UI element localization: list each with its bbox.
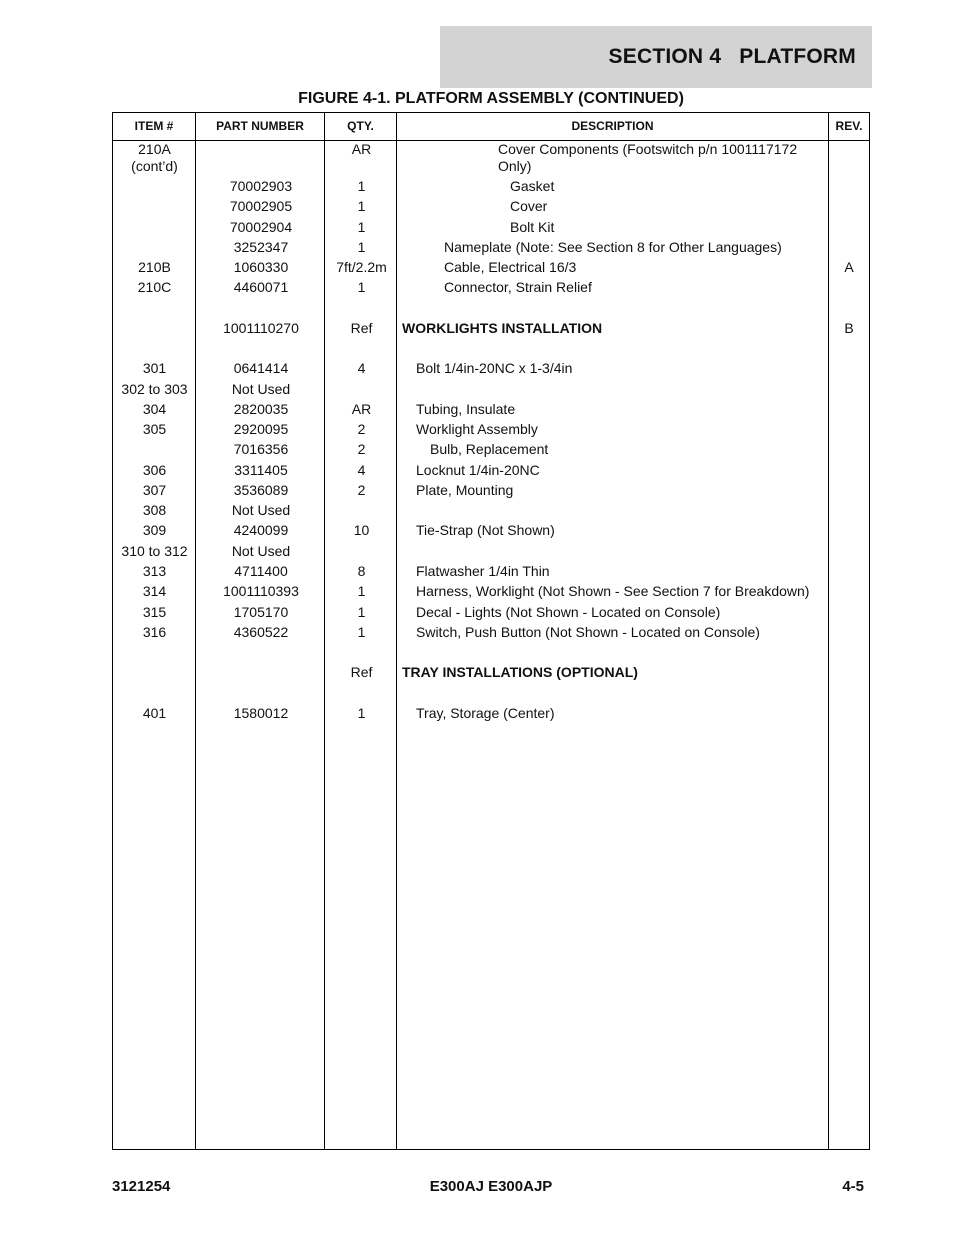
cell-item: 304 (142, 401, 167, 417)
cell-part: 2920095 (233, 421, 289, 437)
cell-part: 70002903 (229, 178, 293, 194)
cell-part: 0641414 (233, 360, 289, 376)
cell-item: 309 (142, 522, 167, 538)
column-header-part-number: PART NUMBER (216, 119, 304, 133)
cell-part: 1001110270 (223, 320, 299, 336)
cell-part: Not Used (231, 502, 291, 518)
cell-desc: Cover Components (Footswitch p/n 1001117172 Only) (498, 141, 798, 174)
cell-item: 305 (142, 421, 167, 437)
cell-qty: 2 (357, 421, 366, 437)
cell-desc: Worklight Assembly (416, 421, 538, 437)
cell-qty: 7ft/2.2m (336, 259, 387, 275)
cell-desc: Decal - Lights (Not Shown - Located on Console) (416, 604, 721, 620)
cell-desc: Tray, Storage (Center) (416, 705, 555, 721)
cell-qty: 1 (357, 705, 366, 721)
cell-desc: Plate, Mounting (416, 482, 514, 498)
cell-part: 2820035 (233, 401, 289, 417)
cell-item: 401 (142, 705, 167, 721)
cell-item: 301 (142, 360, 167, 376)
cell-qty: 2 (357, 482, 366, 498)
column-header-item: ITEM # (134, 119, 174, 133)
cell-item: 210B (138, 259, 171, 275)
cell-part: 7016356 (233, 441, 289, 457)
footer-page-number: 4-5 (842, 1178, 864, 1195)
cell-item: 306 (142, 462, 167, 478)
cell-qty: 1 (357, 239, 366, 255)
section-header (440, 26, 872, 88)
cell-qty: AR (351, 401, 372, 417)
cell-qty: 10 (353, 522, 370, 538)
cell-item: 313 (142, 563, 167, 579)
cell-qty: Ref (350, 664, 373, 680)
cell-desc: Harness, Worklight (Not Shown - See Section 7 for Breakdown) (416, 583, 810, 599)
cell-part: Not Used (231, 543, 291, 559)
cell-desc: Tubing, Insulate (416, 401, 516, 417)
figure-title: FIGURE 4-1. PLATFORM ASSEMBLY (CONTINUED) (298, 90, 684, 107)
cell-item: 314 (142, 583, 167, 599)
cell-qty: 4 (357, 462, 366, 478)
cell-desc: Cover (510, 198, 548, 214)
cell-part: 3311405 (234, 462, 288, 478)
cell-part: 4711400 (234, 563, 288, 579)
cell-rev: A (844, 259, 854, 275)
cell-desc: Bolt Kit (510, 219, 555, 235)
cell-item: 210C (137, 279, 172, 295)
cell-part: 4360522 (233, 624, 289, 640)
cell-desc: Flatwasher 1/4in Thin (416, 563, 550, 579)
section-title: SECTION 4 PLATFORM (608, 45, 856, 68)
column-header-qty: QTY. (347, 119, 374, 133)
cell-desc: TRAY INSTALLATIONS (OPTIONAL) (402, 664, 638, 680)
column-header-description: DESCRIPTION (571, 119, 654, 133)
cell-part: 1001110393 (223, 583, 299, 599)
cell-desc: WORKLIGHTS INSTALLATION (402, 320, 603, 336)
cell-desc: Connector, Strain Relief (444, 279, 592, 295)
footer-model: E300AJ E300AJP (429, 1178, 553, 1195)
cell-qty: 1 (357, 583, 366, 599)
cell-part: 1060330 (233, 259, 289, 275)
cell-item: 310 to 312 (121, 543, 188, 559)
cell-qty: 4 (357, 360, 366, 376)
cell-qty: 8 (357, 563, 366, 579)
cell-qty: 1 (357, 198, 366, 214)
cell-qty: 1 (357, 279, 366, 295)
cell-qty: AR (351, 141, 372, 157)
cell-part: 4240099 (233, 522, 289, 538)
cell-qty: Ref (350, 320, 373, 336)
cell-desc: Locknut 1/4in-20NC (416, 462, 540, 478)
cell-part: Not Used (231, 381, 291, 397)
cell-desc: Bolt 1/4in-20NC x 1-3/4in (416, 360, 573, 376)
cell-qty: 1 (357, 624, 366, 640)
cell-desc: Tie-Strap (Not Shown) (416, 522, 555, 538)
cell-part: 1580012 (233, 705, 289, 721)
parts-table (112, 112, 870, 1150)
cell-qty: 1 (357, 178, 366, 194)
column-header-rev: REV. (835, 119, 863, 133)
cell-item: 316 (142, 624, 167, 640)
cell-item: 307 (142, 482, 167, 498)
cell-desc: Cable, Electrical 16/3 (444, 259, 577, 275)
cell-item: 302 to 303 (121, 381, 188, 397)
cell-part: 1705170 (233, 604, 289, 620)
cell-item: 210A (cont’d) (131, 141, 178, 174)
cell-part: 3252347 (233, 239, 289, 255)
cell-qty: 1 (357, 219, 366, 235)
cell-qty: 1 (357, 604, 366, 620)
cell-rev: B (844, 320, 854, 336)
cell-qty: 2 (357, 441, 366, 457)
cell-part: 70002905 (229, 198, 293, 214)
cell-item: 315 (142, 604, 167, 620)
cell-part: 4460071 (233, 279, 289, 295)
cell-desc: Switch, Push Button (Not Shown - Located on Console) (416, 624, 760, 640)
cell-desc: Bulb, Replacement (430, 441, 549, 457)
cell-part: 70002904 (229, 219, 293, 235)
cell-desc: Nameplate (Note: See Section 8 for Other Languages) (444, 239, 782, 255)
cell-desc: Gasket (510, 178, 555, 194)
cell-part: 3536089 (233, 482, 289, 498)
cell-item: 308 (142, 502, 167, 518)
footer-doc-number: 3121254 (112, 1178, 171, 1195)
